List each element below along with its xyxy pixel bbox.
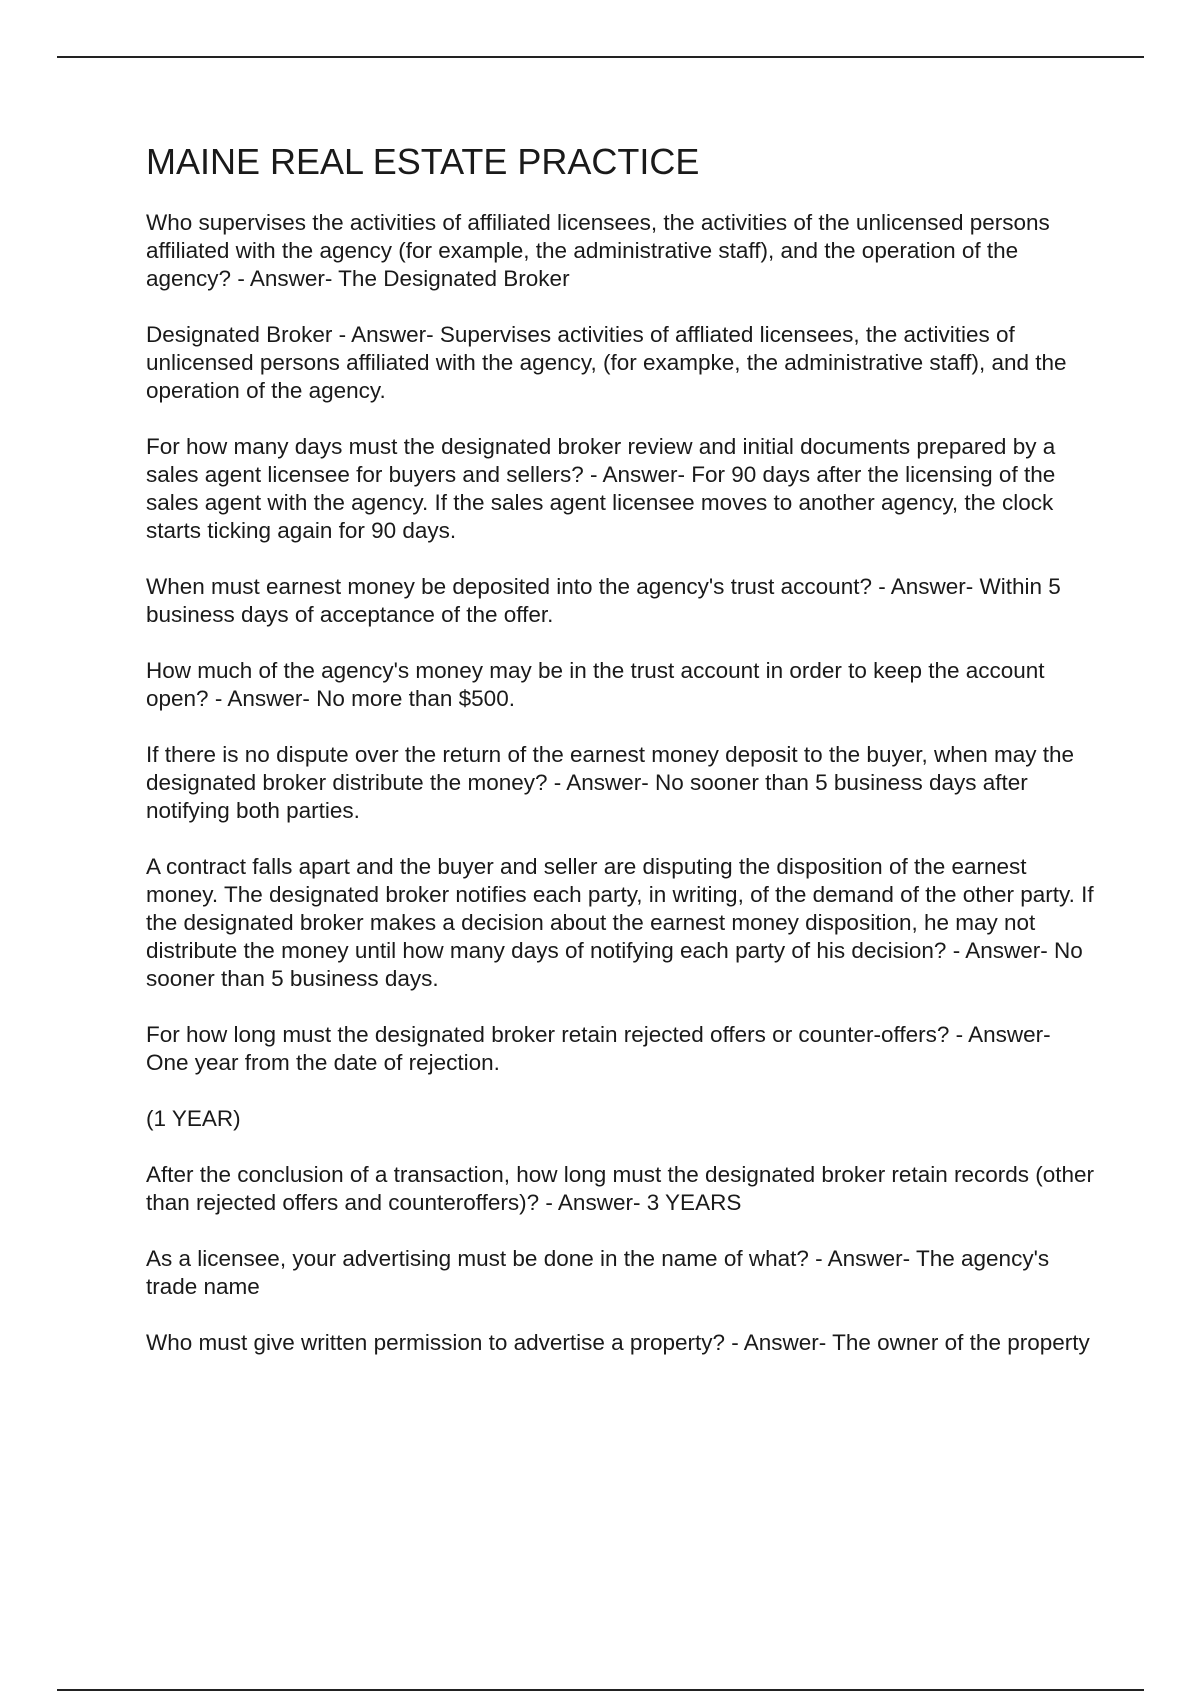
top-rule [57, 56, 1144, 58]
paragraph-9: (1 YEAR) [146, 1106, 241, 1131]
paragraph-1: Who supervises the activities of affiliated licensees, the activities of the unlicensed persons affiliated with the agency (for example, the administrative staff), and the operation of the agency? - Answer- The Designated Broker [146, 210, 1050, 291]
paragraph-10: After the conclusion of a transaction, how long must the designated broker retain records (other than rejected offers and counteroffers)? - Answer- 3 YEARS [146, 1162, 1095, 1215]
page-content [146, 140, 1096, 1385]
paragraph-11: As a licensee, your advertising must be done in the name of what? - Answer- The agency's trade name [146, 1246, 1050, 1299]
paragraph-2: Designated Broker - Answer- Supervises activities of affliated licensees, the activities of unlicensed persons affiliated with the agency, (for exampke, the administrative staff), and the operation of the agency. [146, 322, 1067, 403]
paragraph-12: Who must give written permission to advertise a property? - Answer- The owner of the property [146, 1330, 1090, 1355]
paragraph-5: How much of the agency's money may be in the trust account in order to keep the account open? - Answer- No more than $500. [146, 658, 1045, 711]
paragraph-7: A contract falls apart and the buyer and seller are disputing the disposition of the earnest money. The designated broker notifies each party, in writing, of the demand of the other party. If the designated broker makes a decision about the earnest money disposition, he may not distribute the money until how many days of notifying each party of his decision? - Answer- No sooner than 5 business days. [146, 854, 1094, 991]
document-title: MAINE REAL ESTATE PRACTICE [146, 141, 700, 182]
paragraph-8: For how long must the designated broker retain rejected offers or counter-offers? - Answer- One year from the date of rejection. [146, 1022, 1051, 1075]
bottom-rule [57, 1689, 1144, 1691]
paragraph-6: If there is no dispute over the return of the earnest money deposit to the buyer, when may the designated broker distribute the money? - Answer- No sooner than 5 business days after notifying both parties. [146, 742, 1075, 823]
paragraph-4: When must earnest money be deposited into the agency's trust account? - Answer- Within 5 business days of acceptance of the offer. [146, 574, 1061, 627]
paragraph-3: For how many days must the designated broker review and initial documents prepared by a sales agent licensee for buyers and sellers? - Answer- For 90 days after the licensing of the sales agent with the agency. If the sales agent licensee moves to another agency, the clock starts ticking again for 90 days. [146, 434, 1056, 543]
